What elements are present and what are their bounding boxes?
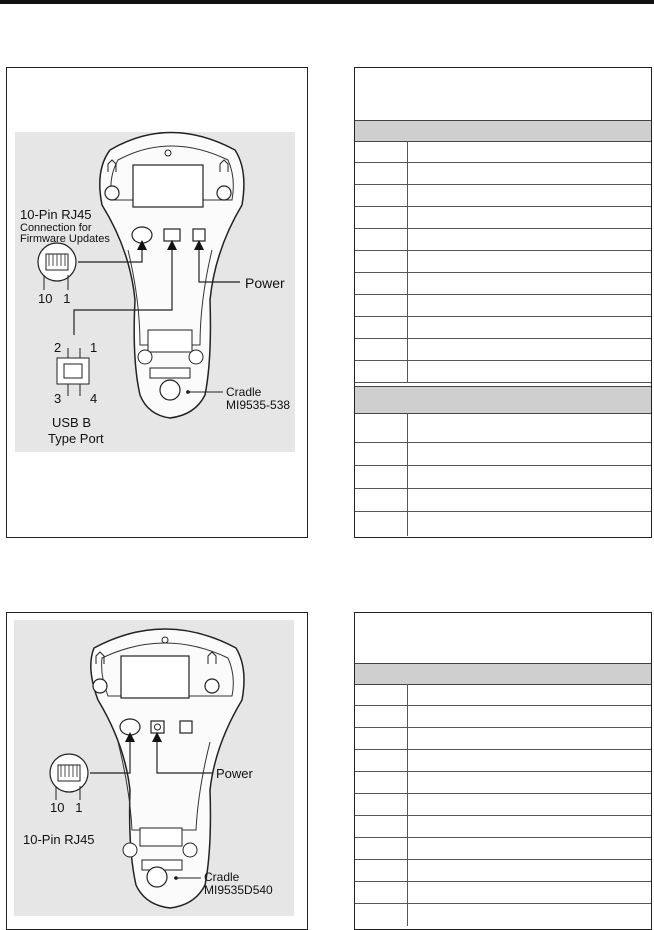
cradle-label-2-line2: MI9535D540 [204,883,273,897]
usb-label-line2: Type Port [48,431,104,446]
cradle-label-2-line1: Cradle [204,870,240,884]
cradle-bottom-foot [147,867,167,887]
rj45-caption-line2: Firmware Updates [20,233,110,245]
table-2-section-header [355,663,651,685]
table-row [355,684,651,706]
rj45-caption-line1: Connection for [20,222,92,234]
table-row [355,772,651,794]
table-row [355,728,651,750]
table-row [355,904,651,926]
rj45-title-label-2: 10-Pin RJ45 [23,832,95,847]
table-row [355,750,651,772]
rj45-pin-labels-2: 10 1 [50,800,83,815]
table-row [355,860,651,882]
table-row [355,816,651,838]
power-port [151,721,164,733]
cradle-window [121,656,189,698]
rj45-title-label: 10-Pin RJ45 [20,207,92,222]
usb-label-line1: USB B [52,415,92,430]
table-row [355,706,651,728]
usb-pin-3: 3 [54,391,62,406]
power-label: Power [245,275,285,291]
pinout-table-2 [354,612,652,930]
table-row [355,882,651,904]
table-row [355,794,651,816]
cradle-label-line1: Cradle [226,385,262,399]
usb-pin-2: 2 [54,340,62,355]
power-label-2: Power [216,766,253,781]
table-row [355,838,651,860]
usb-pin-4: 4 [90,391,98,406]
usb-pin-1: 1 [90,340,98,355]
cradle-label-line2: MI9535-538 [226,398,291,412]
rj45-pin-labels: 10 1 [38,291,71,306]
